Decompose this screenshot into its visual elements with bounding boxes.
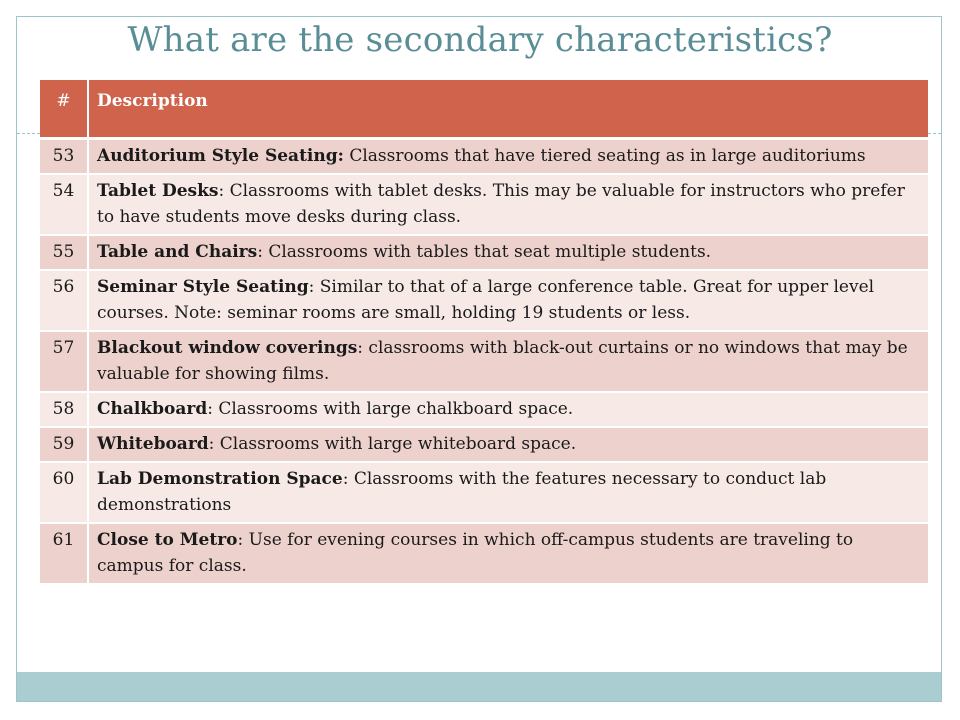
row-number: 53 (40, 138, 88, 174)
row-number: 54 (40, 174, 88, 235)
row-description (88, 523, 928, 583)
row-term: Seminar Style Seating (97, 276, 309, 297)
row-text: : Classrooms with large chalkboard space. (207, 398, 574, 419)
table-row (40, 174, 928, 235)
table-header-row (40, 80, 928, 138)
row-description (88, 270, 928, 331)
table-row (40, 270, 928, 331)
row-number: 55 (40, 235, 88, 270)
row-description (88, 427, 928, 462)
table-row (40, 392, 928, 427)
row-term: Close to Metro (97, 529, 238, 550)
row-number: 56 (40, 270, 88, 331)
row-term: Table and Chairs (97, 241, 258, 262)
characteristics-table (40, 80, 928, 583)
row-term: Auditorium Style Seating: (97, 145, 344, 166)
table-row (40, 331, 928, 392)
row-term: Tablet Desks (97, 180, 219, 201)
table-row (40, 427, 928, 462)
row-text: : Similar to that of a large conference table. Great for upper level courses. Note: seminar rooms are small, holding 19 students or less. (97, 276, 875, 323)
row-description (88, 331, 928, 392)
table-row (40, 462, 928, 523)
row-text: : classrooms with black-out curtains or no windows that may be valuable for showing films. (97, 337, 908, 384)
row-number: 60 (40, 462, 88, 523)
row-description (88, 392, 928, 427)
row-term: Chalkboard (97, 398, 208, 419)
row-term: Lab Demonstration Space (97, 468, 343, 489)
row-number: 57 (40, 331, 88, 392)
row-text: : Classrooms with tablet desks. This may be valuable for instructors who prefer to have students move desks during class. (97, 180, 905, 227)
row-text: : Classrooms with large whiteboard space. (208, 433, 577, 454)
row-term: Whiteboard (97, 433, 209, 454)
row-term: Blackout window coverings (97, 337, 358, 358)
header-description: Description (88, 80, 928, 138)
row-number: 61 (40, 523, 88, 583)
table-row (40, 138, 928, 174)
row-description (88, 138, 928, 174)
row-text: Classrooms that have tiered seating as in large auditoriums (343, 145, 866, 166)
table-row (40, 235, 928, 270)
row-text: : Classrooms with tables that seat multiple students. (257, 241, 712, 262)
row-text: : Classrooms with the features necessary to conduct lab demonstrations (97, 468, 827, 515)
row-description (88, 235, 928, 270)
row-number: 58 (40, 392, 88, 427)
row-text: : Use for evening courses in which off-campus students are traveling to campus for class. (97, 529, 854, 576)
footer-band (17, 672, 941, 701)
slide-title: What are the secondary characteristics? (127, 20, 833, 60)
row-number: 59 (40, 427, 88, 462)
row-description (88, 462, 928, 523)
row-description (88, 174, 928, 235)
table-row (40, 523, 928, 583)
header-number: # (40, 80, 88, 138)
